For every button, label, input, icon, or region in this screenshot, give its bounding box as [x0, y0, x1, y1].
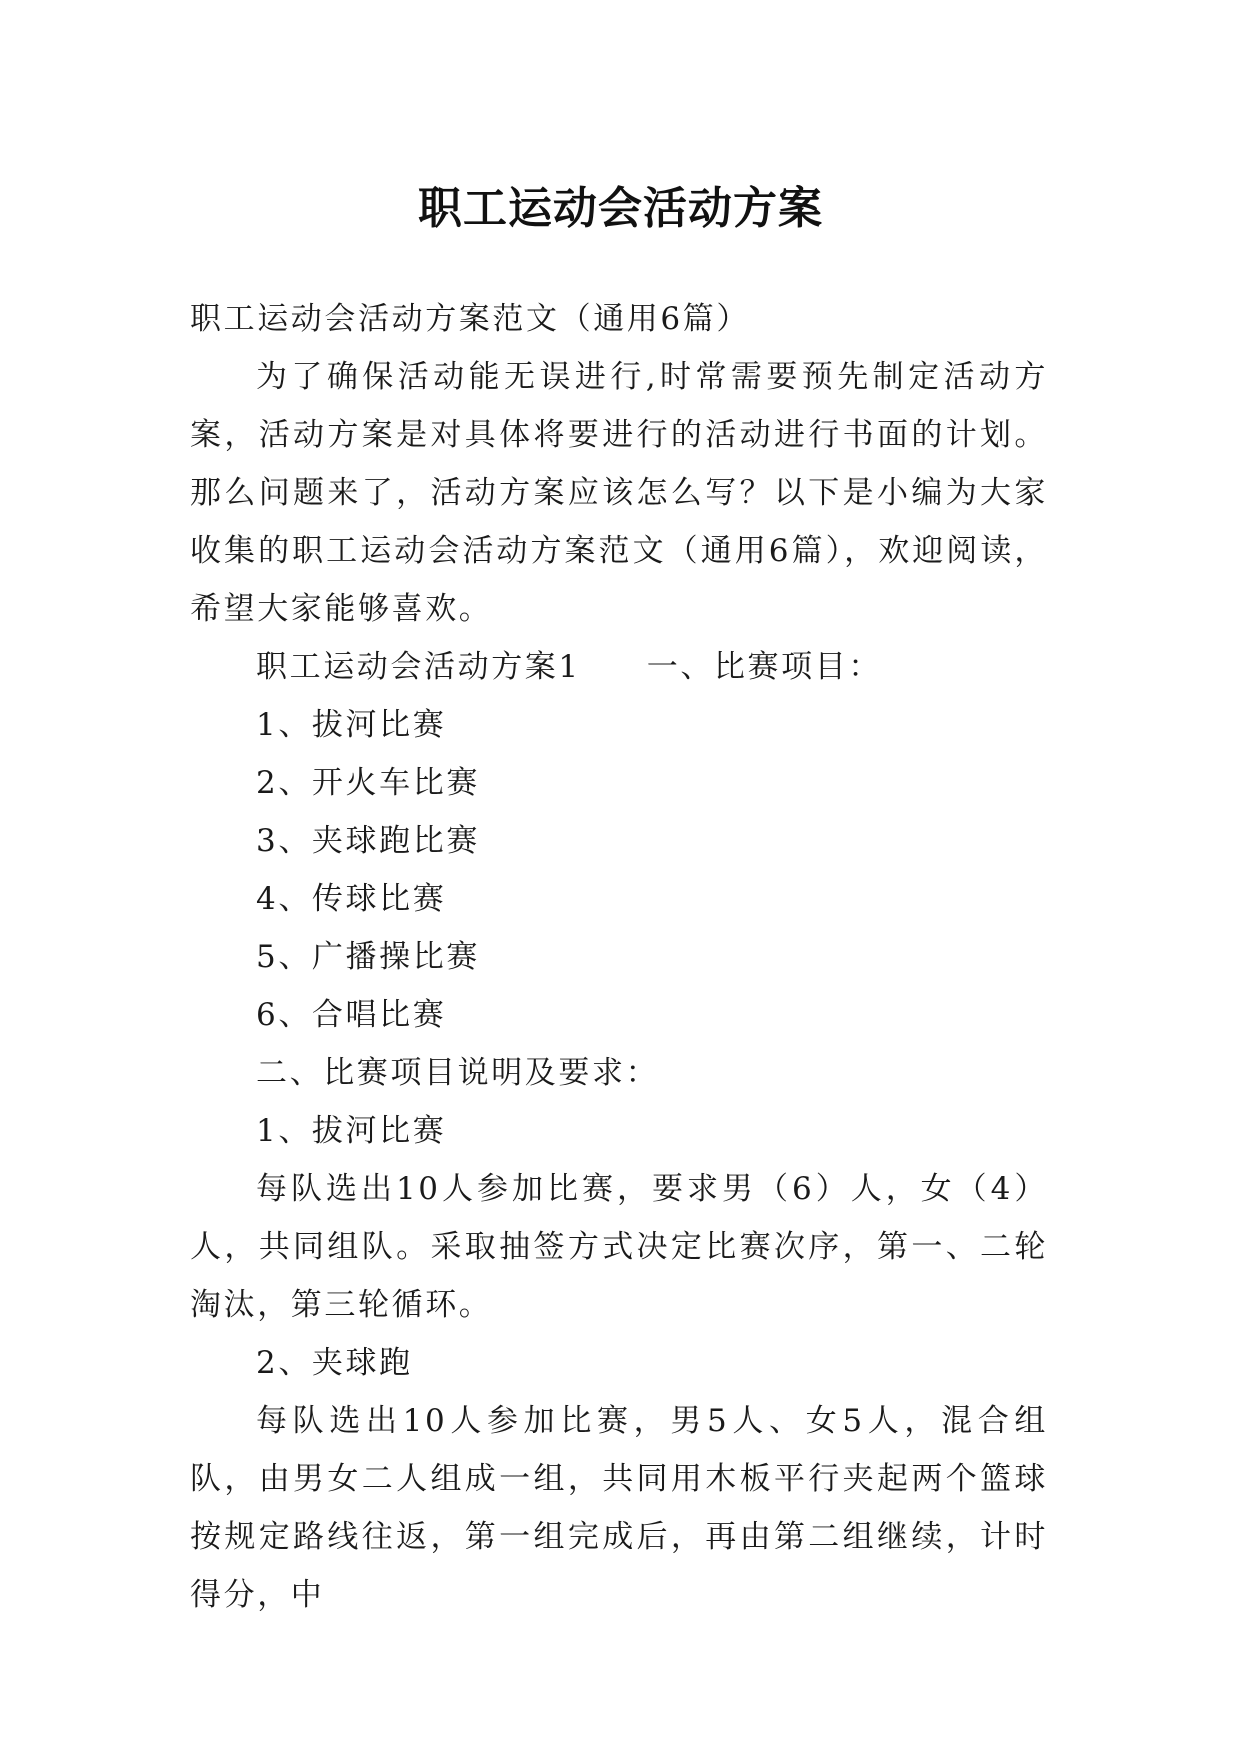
part2-heading: 二、比赛项目说明及要求：	[256, 1055, 660, 1091]
list-item: 2、开火车比赛	[256, 765, 480, 801]
intro-paragraph: 为了确保活动能无误进行,时常需要预先制定活动方案，活动方案是对具体将要进行的活动进行书面的计划。那么问题来了，活动方案应该怎么写？以下是小编为大家收集的职工运动会活动方案范文（通用6篇），欢迎阅读，希望大家能够喜欢。	[190, 359, 1048, 627]
section-heading-row	[190, 638, 1048, 696]
item2-paragraph: 每队选出10人参加比赛，男5人、女5人，混合组队，由男女二人组成一组，共同用木板平行夹起两个篮球按规定路线往返，第一组完成后，再由第二组继续，计时得分，中	[190, 1403, 1048, 1613]
document-title: 职工运动会活动方案	[418, 183, 823, 235]
document-body	[190, 290, 1048, 1624]
document-subtitle: 职工运动会活动方案范文（通用6篇）	[190, 301, 750, 337]
list-item: 3、夹球跑比赛	[256, 823, 480, 859]
list-item: 5、广播操比赛	[256, 939, 480, 975]
list-item: 6、合唱比赛	[256, 997, 447, 1033]
item1-paragraph: 每队选出10人参加比赛，要求男（6）人，女（4）人，共同组队。采取抽签方式决定比赛次序，第一、二轮淘汰，第三轮循环。	[190, 1171, 1048, 1323]
item1-heading: 1、拔河比赛	[256, 1113, 447, 1149]
section1-heading: 职工运动会活动方案1	[256, 649, 581, 685]
part1-heading: 一、比赛项目：	[646, 649, 882, 685]
list-item: 1、拔河比赛	[256, 707, 447, 743]
item2-heading: 2、夹球跑	[256, 1345, 413, 1381]
list-item: 4、传球比赛	[256, 881, 447, 917]
